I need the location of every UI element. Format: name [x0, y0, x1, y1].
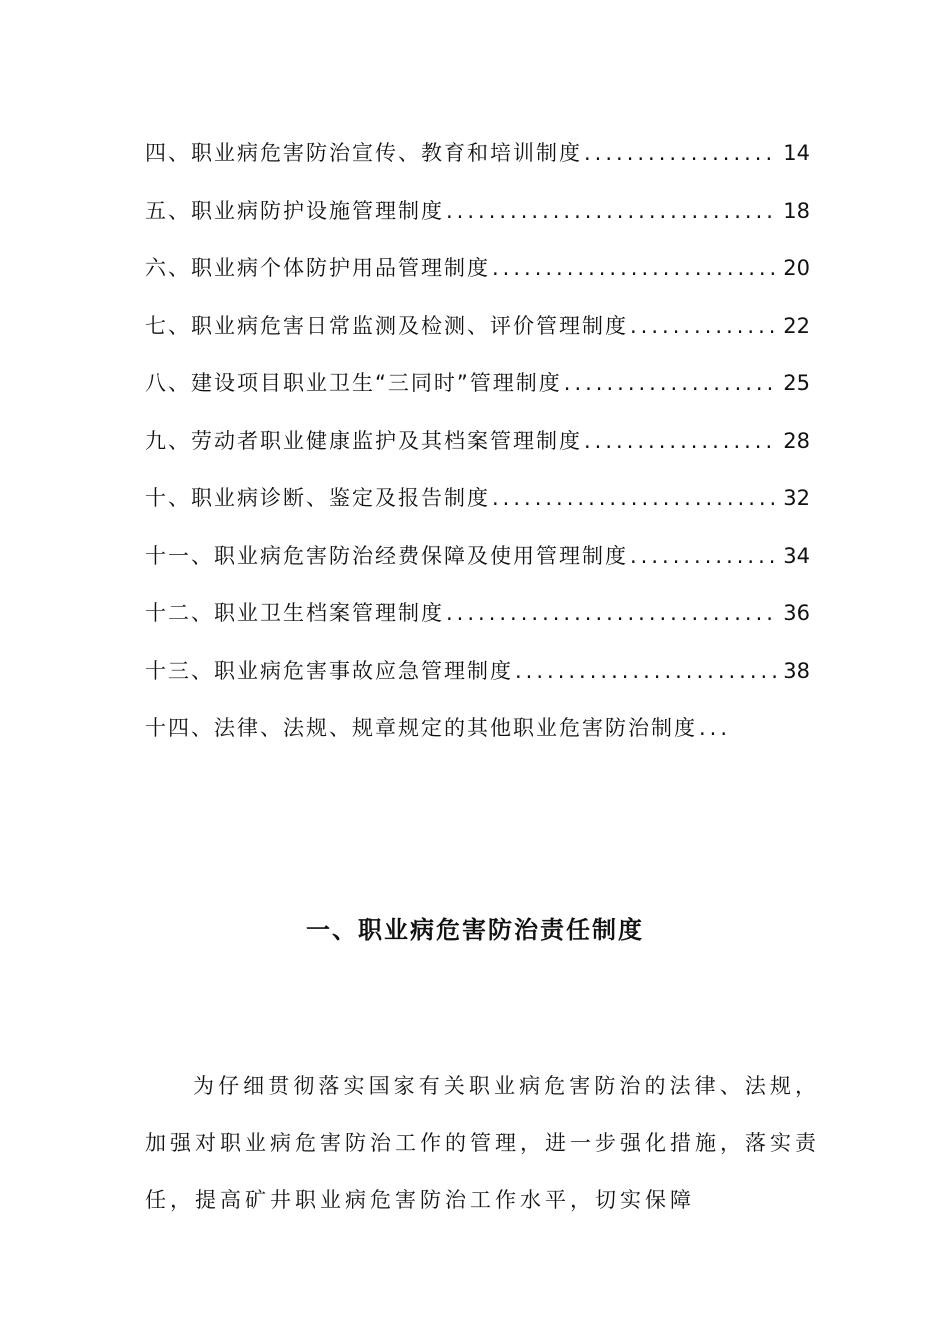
toc-dot-leader [699, 716, 729, 740]
toc-dot-leader [584, 429, 776, 453]
toc-entry-title: 十、职业病诊断、鉴定及报告制度 [145, 486, 490, 510]
toc-dot-leader [492, 256, 776, 280]
toc-entry-title: 十三、职业病危害事故应急管理制度 [145, 658, 513, 683]
body-paragraph: 为仔细贯彻落实国家有关职业病危害防治的法律、法规，加强对职业病危害防治工作的管理，进一步强化措施，落实责任，提高矿井职业病危害防治工作水平，切实保障 [145, 1074, 820, 1212]
toc-entry [145, 195, 810, 253]
toc-dot-leader [515, 659, 776, 683]
toc-entry-page: 18 [783, 198, 810, 223]
toc-dot-leader [446, 199, 776, 223]
toc-dot-leader [492, 486, 776, 510]
toc-entry [145, 252, 810, 310]
toc-entry [145, 712, 810, 770]
toc-entry [145, 367, 810, 425]
toc-entry-page: 22 [783, 313, 810, 338]
toc-entry [145, 310, 810, 368]
toc-entry-page: 25 [783, 371, 810, 395]
toc-dot-leader [630, 314, 776, 338]
toc-entry-title: 五、职业病防护设施管理制度 [145, 198, 444, 223]
toc-entry-title: 六、职业病个体防护用品管理制度 [145, 256, 490, 280]
toc-dot-leader [630, 544, 776, 568]
toc-entry-page: 38 [783, 658, 810, 683]
section-heading: 一、职业病危害防治责任制度 [306, 916, 644, 944]
toc-entry-title: 七、职业病危害日常监测及检测、评价管理制度 [145, 313, 628, 338]
table-of-contents [145, 137, 810, 770]
toc-entry-title: 九、劳动者职业健康监护及其档案管理制度 [145, 428, 582, 453]
toc-entry-page: 34 [783, 543, 810, 568]
toc-entry-title: 十二、职业卫生档案管理制度 [145, 601, 444, 625]
toc-entry [145, 137, 810, 195]
toc-entry-page: 36 [783, 601, 810, 625]
toc-entry-title: 四、职业病危害防治宣传、教育和培训制度 [145, 141, 582, 165]
toc-entry [145, 482, 810, 540]
toc-dot-leader [564, 371, 776, 395]
toc-dot-leader [446, 601, 776, 625]
toc-entry [145, 655, 810, 713]
toc-entry-page: 14 [783, 141, 810, 165]
toc-entry [145, 597, 810, 655]
toc-entry-title: 十一、职业病危害防治经费保障及使用管理制度 [145, 543, 628, 568]
toc-entry-page: 28 [783, 428, 810, 453]
toc-entry [145, 540, 810, 598]
toc-entry-page: 32 [783, 486, 810, 510]
toc-dot-leader [584, 141, 776, 165]
toc-entry-title: 十四、法律、法规、规章规定的其他职业危害防治制度 [145, 716, 697, 740]
toc-entry-page: 20 [783, 256, 810, 280]
toc-entry [145, 425, 810, 483]
toc-entry-title: 八、建设项目职业卫生“三同时”管理制度 [145, 371, 562, 395]
